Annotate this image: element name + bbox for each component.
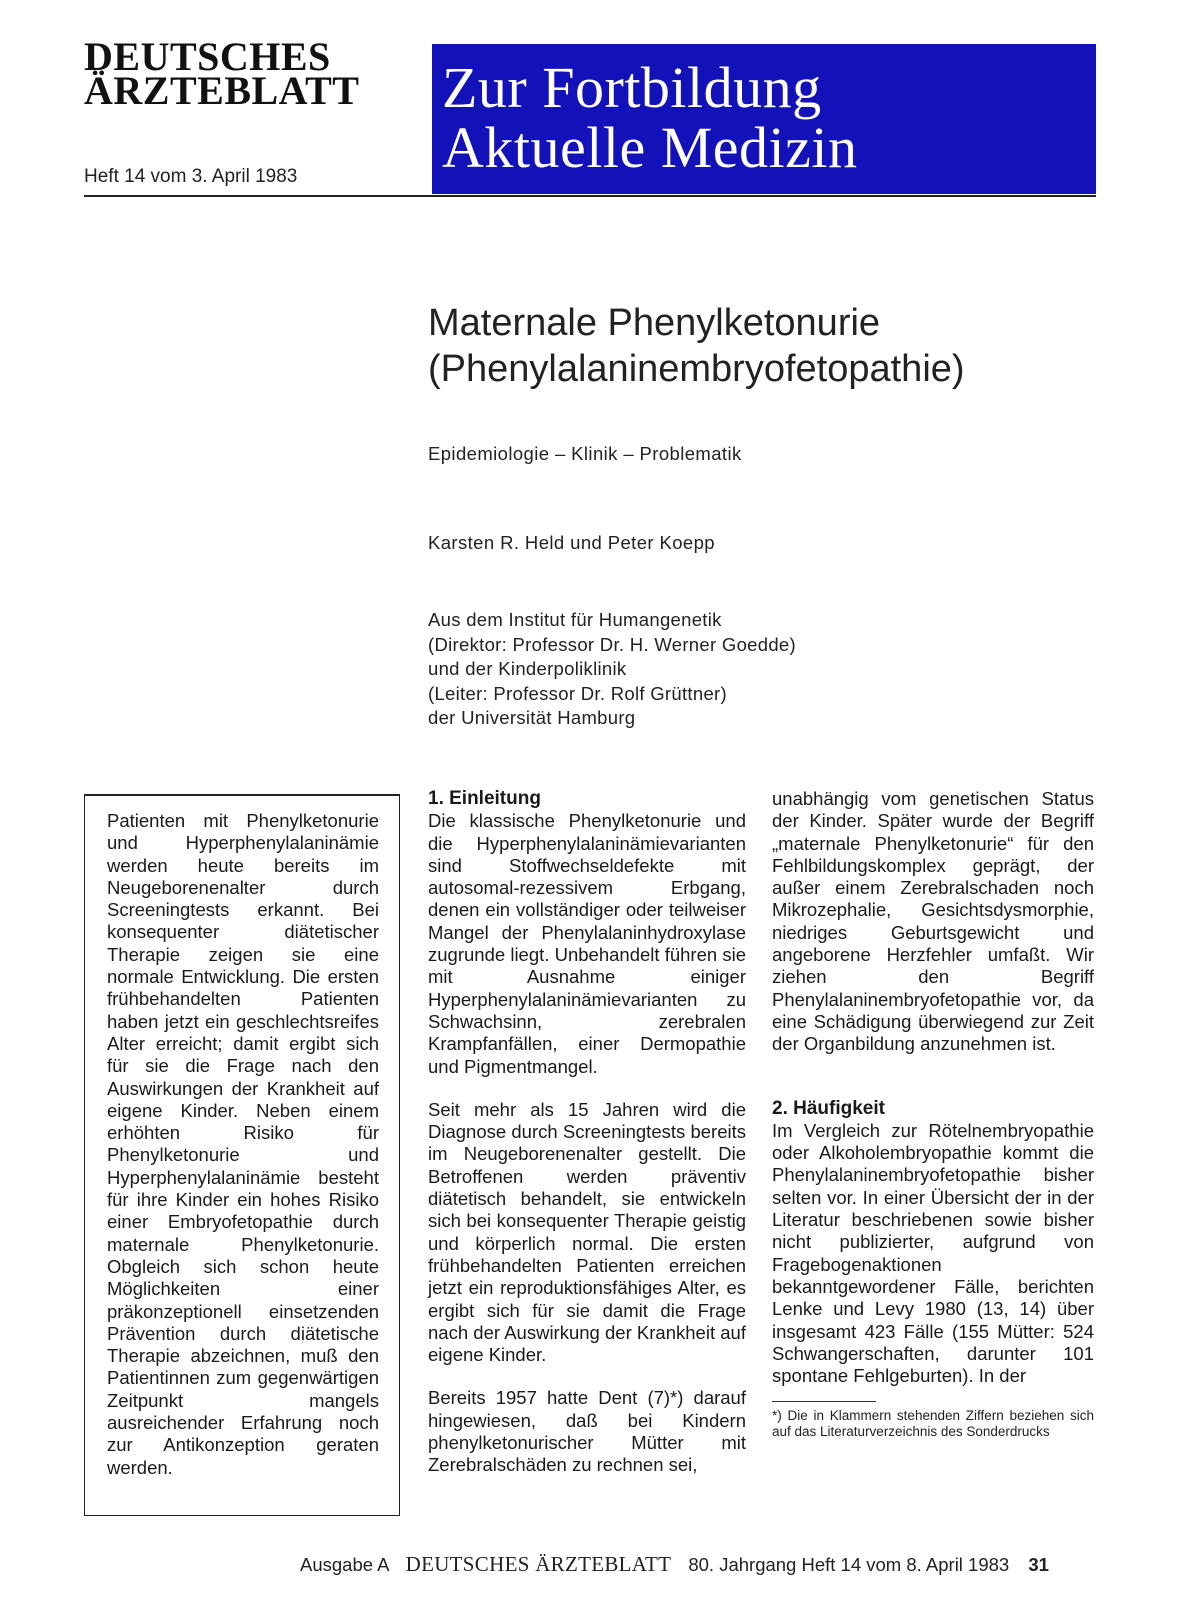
affiliation-line: und der Kinderpoliklinik — [428, 658, 627, 679]
banner-line-aktuelle-medizin: Aktuelle Medizin — [442, 115, 858, 180]
summary-box-bottom-rule — [84, 1515, 400, 1517]
body-paragraph: Im Vergleich zur Rötelnembryopathie oder Alkoholembryopathie kommt die Phenylalaninembryofetopathie bisher selten vor. In einer Übersicht der in der Literatur beschriebenen sowie bisher nicht publizierter, aufgrund von Fragebogenaktionen bekanntgewordener Fälle, berichten Lenke und Levy 1980 (13, 14) über insgesamt 423 Fälle (155 Mütter: 524 Schwangerschaften, darunter 101 spontane Fehlgeburten). In der — [772, 1119, 1094, 1387]
body-paragraph: Seit mehr als 15 Jahren wird die Diagnose durch Screeningtests bereits im Neugeborenenalter gestellt. Die Betroffenen werden präventiv diätetisch behandelt, sie entwickeln sich bei konsequenter Therapie geistig und körperlich normal. Die ersten frühbehandelten Patienten erreichen jetzt ein reproduktionsfähiges Alter, es ergibt sich für sie damit die Frage nach der Auswirkung der Krankheit auf eigene Kinder. — [428, 1098, 746, 1366]
body-column-right — [772, 788, 1094, 1440]
affiliation-line: (Direktor: Professor Dr. H. Werner Goedde) — [428, 633, 796, 655]
journal-name-line2: ÄRZTEBLATT — [84, 68, 360, 113]
article-subtitle: Epidemiologie – Klinik – Problematik — [428, 443, 742, 464]
journal-name-line1: DEUTSCHES — [84, 34, 331, 79]
section-heading-haeufigkeit: 2. Häufigkeit — [772, 1097, 885, 1119]
journal-masthead — [84, 34, 404, 113]
title-line1: Maternale Phenylketonurie — [428, 302, 881, 344]
footer-journal-name: DEUTSCHES ÄRZTEBLATT — [405, 1552, 672, 1576]
affiliation-line: Aus dem Institut für Humangenetik — [428, 609, 722, 630]
summary-box-top-rule — [84, 794, 400, 796]
body-column-middle — [428, 788, 746, 1477]
article-authors: Karsten R. Held und Peter Koepp — [428, 532, 715, 553]
summary-box — [84, 794, 400, 1516]
author-affiliation — [428, 608, 796, 731]
banner-line-fortbildung: Zur Fortbildung — [442, 55, 822, 120]
section-heading-einleitung: 1. Einleitung — [428, 788, 541, 809]
article-title — [428, 300, 965, 392]
summary-text: Patienten mit Phenylketonurie und Hyperphenylalaninämie werden heute bereits im Neugeborenenalter durch Screeningtests erkannt. Bei konsequenter diätetischer Therapie zeigen sie eine normale Entwicklung. Die ersten frühbehandelten Patienten haben jetzt ein geschlechtsreifes Alter erreicht; damit ergibt sich für sie die Frage nach den Auswirkungen der Krankheit auf eigene Kinder. Neben einem erhöhten Risiko für Phenylketonurie und Hyperphenylalaninämie besteht für ihre Kinder ein hohes Risiko einer Embryofetopathie durch maternale Phenylketonurie. Obgleich sich schon heute Möglichkeiten einer präkonzeptionell einsetzenden Prävention durch diätetische Therapie abzeichnen, muß den Patientinnen zum gegenwärtigen Zeitpunkt mangels ausreichender Erfahrung noch zur Antikonzeption geraten werden. — [107, 810, 379, 1478]
footnote-divider — [772, 1401, 876, 1402]
footer-volume: 80. Jahrgang Heft 14 vom 8. April 1983 — [688, 1554, 1010, 1575]
page-number: 31 — [1028, 1554, 1049, 1575]
issue-date: Heft 14 vom 3. April 1983 — [84, 166, 298, 187]
affiliation-line: der Universität Hamburg — [428, 707, 636, 728]
title-line2: (Phenylalaninembryofetopathie) — [428, 348, 965, 390]
body-paragraph: unabhängig vom genetischen Status der Kinder. Später wurde der Begriff „maternale Phenylketonurie“ für den Fehlbildungskomplex geprägt, der außer einem Zerebralschaden noch Mikrozephalie, Gesichtsdysmorphie, niedriges Geburtsgewicht und angeborene Herzfehler umfaßt. Wir ziehen den Begriff Phenylalaninembryofetopathie vor, da eine Schädigung überwiegend zur Zeit der Organbildung anzunehmen ist. — [772, 788, 1094, 1055]
footer-edition: Ausgabe A — [300, 1554, 389, 1575]
page-footer — [300, 1552, 1049, 1577]
body-paragraph: Bereits 1957 hatte Dent (7)*) darauf hingewiesen, daß bei Kindern phenylketonurischer Mütter mit Zerebralschäden zu rechnen sei, — [428, 1387, 746, 1476]
footnote: *) Die in Klammern stehenden Ziffern beziehen sich auf das Literaturverzeichnis des Sonderdrucks — [772, 1408, 1094, 1440]
affiliation-line: (Leiter: Professor Dr. Rolf Grüttner) — [428, 682, 727, 704]
body-paragraph: Die klassische Phenylketonurie und die Hyperphenylalaninämievarianten sind Stoffwechseldefekte mit autosomal-rezessivem Erbgang, denen ein vollständiger oder teilweiser Mangel der Phenylalaninhydroxylase zugrunde liegt. Unbehandelt führen sie mit Ausnahme einiger Hyperphenylalaninämievarianten zu Schwachsinn, zerebralen Krampfanfällen, einer Dermopathie und Pigmentmangel. — [428, 810, 746, 1077]
header-divider — [84, 195, 1096, 197]
